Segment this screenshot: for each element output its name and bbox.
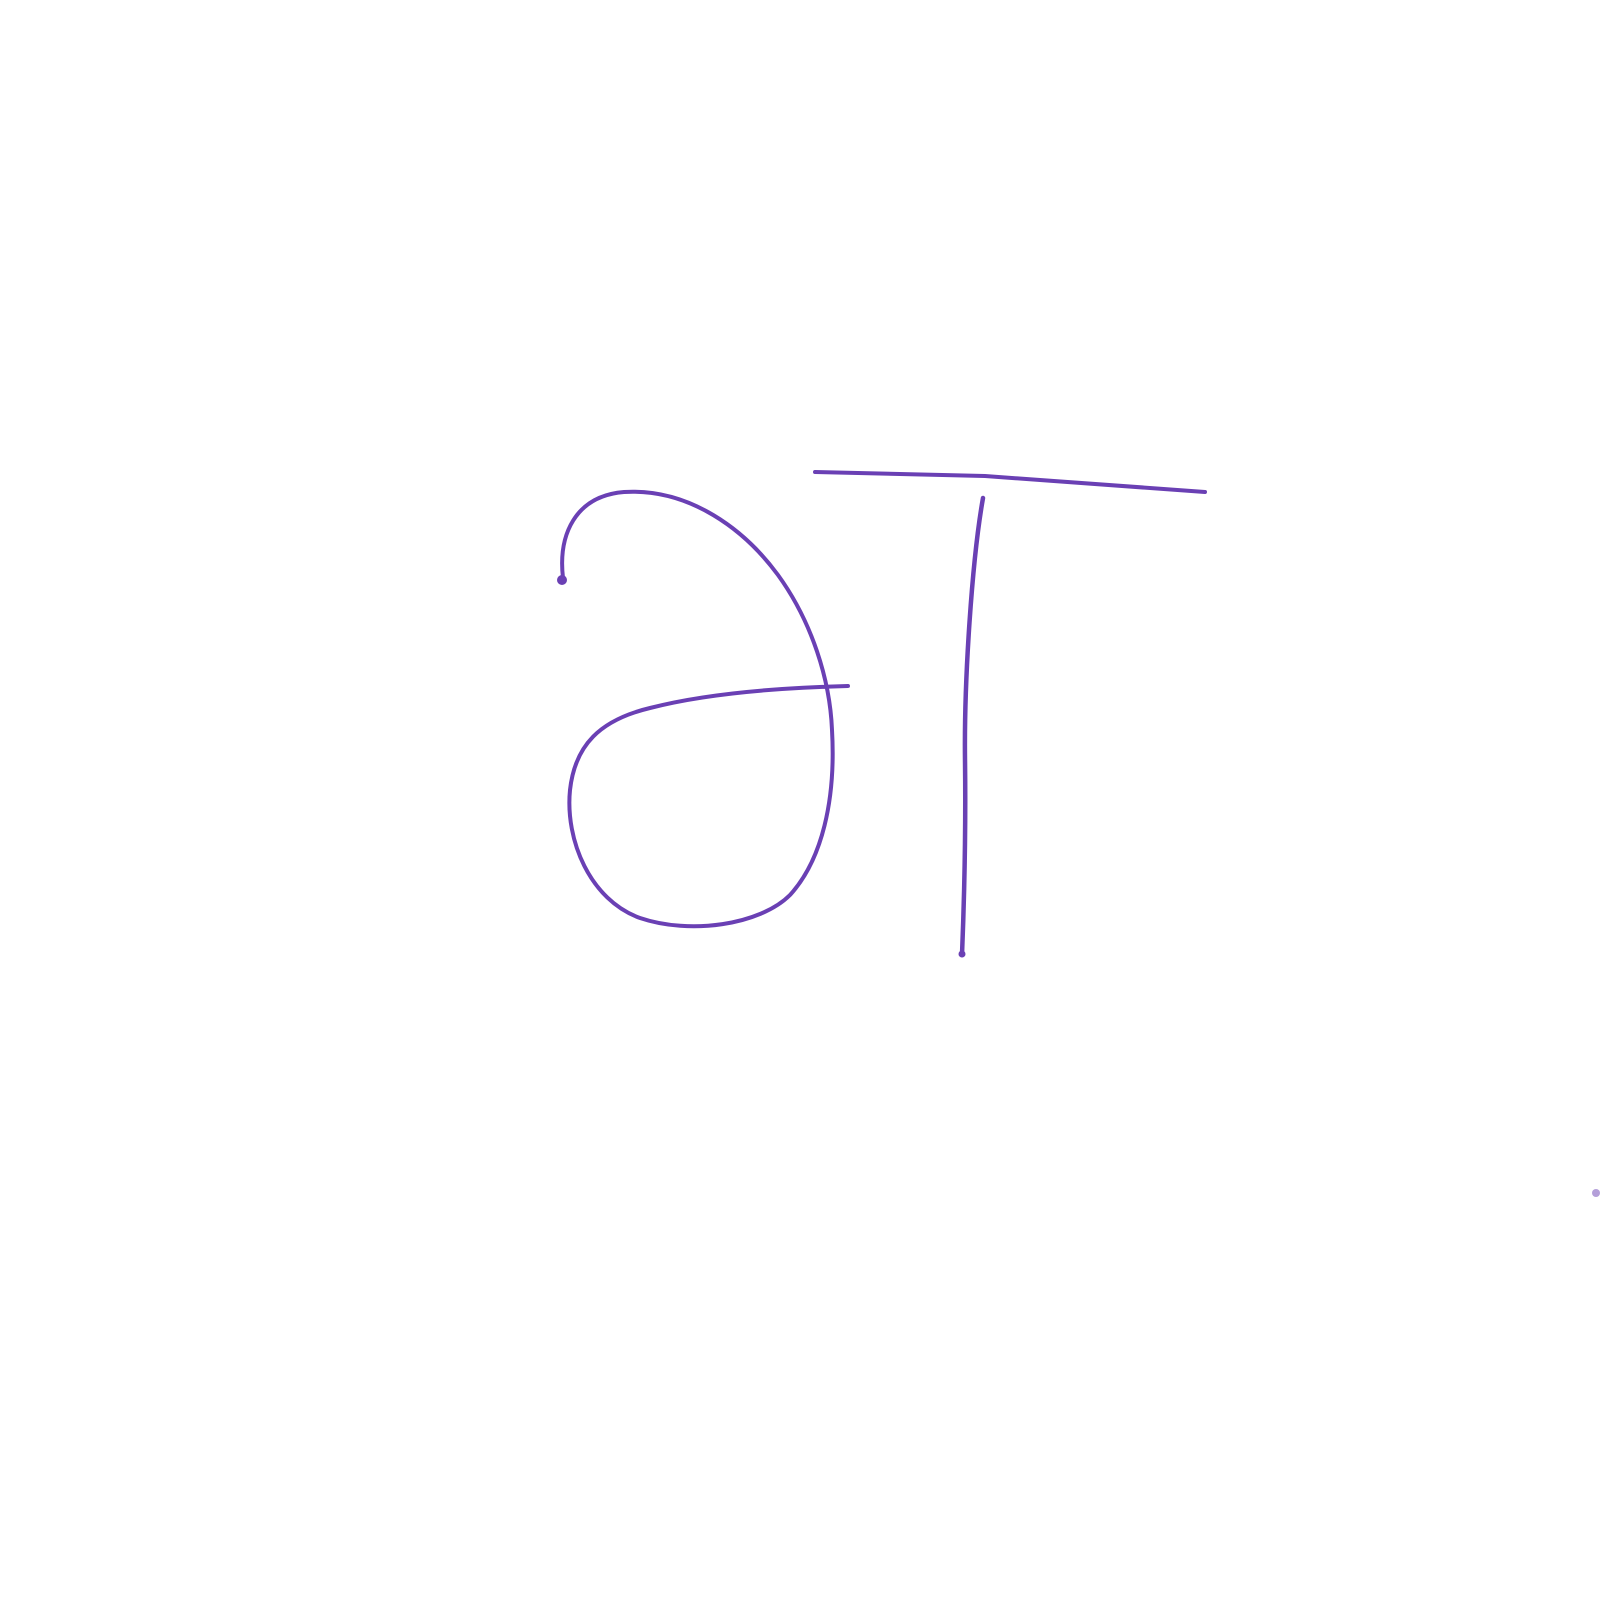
headline-stroke bbox=[815, 472, 1205, 492]
ink-speck bbox=[1592, 1189, 1600, 1197]
loop-stroke bbox=[562, 492, 848, 927]
ink-strokes bbox=[557, 472, 1205, 958]
vertical-stroke bbox=[962, 498, 983, 955]
vertical-stroke-end-dot bbox=[959, 951, 966, 958]
pen-start-dot bbox=[557, 575, 567, 585]
